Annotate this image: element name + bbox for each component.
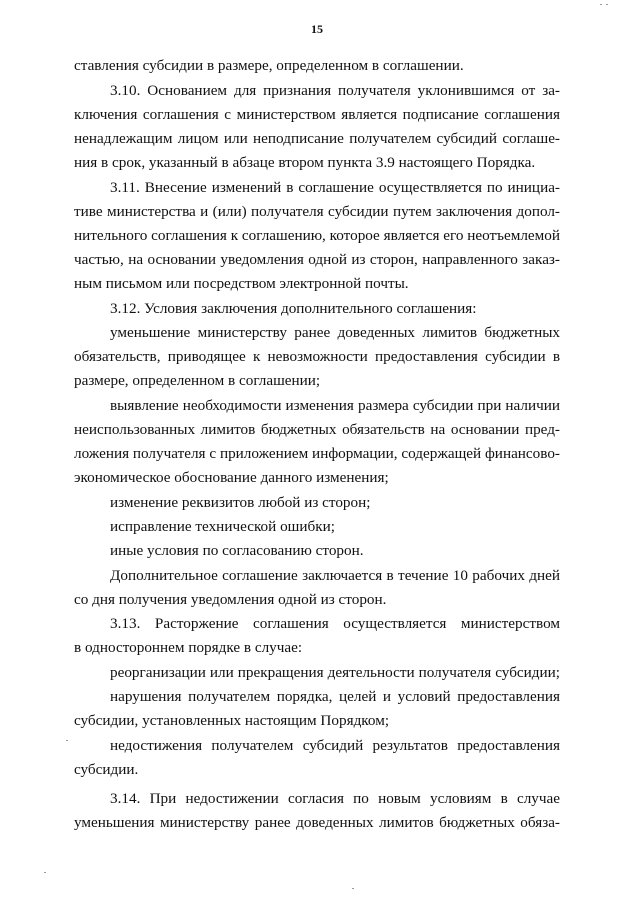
text-line: ния в срок, указанный в абзаце втором пункта 3.9 настоящего Порядка. [74,154,536,171]
text-line: уменьшения министерству ранее доведенных лимитов бюджетных обяза- [74,814,560,831]
text-line: ложения получателя с приложением информации, содержащей финансово- [74,445,560,462]
text-line: нительного соглашения к соглашению, которое является его неотъемлемой [74,227,560,244]
scan-speck [606,4,608,5]
text-line: исправление технической ошибки; [110,518,335,535]
text-line: изменение реквизитов любой из сторон; [110,494,371,511]
text-line: ставления субсидии в размере, определенном в соглашении. [74,57,464,74]
text-line: иные условия по согласованию сторон. [110,542,364,559]
text-line: неиспользованных лимитов бюджетных обязательств на основании пред- [74,421,560,438]
text-line: выявление необходимости изменения размера субсидии при наличии [110,397,560,414]
text-line: 3.10. Основанием для признания получателя уклонившимся от за- [110,82,560,99]
text-line: размере, определенном в соглашении; [74,372,321,389]
scan-speck [352,888,354,889]
text-line: уменьшение министерству ранее доведенных лимитов бюджетных [110,324,560,341]
scan-speck [44,872,46,873]
text-line: со дня получения уведомления одной из сторон. [74,591,387,608]
text-line: частью, на основании уведомления одной из сторон, направленного заказ- [74,251,560,268]
text-line: 3.13. Расторжение соглашения осуществляется министерством [110,615,560,632]
text-line: ключения соглашения с министерством является подписание соглашения [74,106,560,123]
text-line: обязательств, приводящее к невозможности предоставления субсидии в [74,348,560,365]
page-number: 15 [311,22,323,36]
text-line: недостижения получателем субсидий результатов предоставления [110,737,560,754]
text-line: нарушения получателем порядка, целей и условий предоставления [110,688,560,705]
scan-speck [600,4,602,5]
text-line: ненадлежащим лицом или неподписание получателем субсидий соглаше- [74,130,560,147]
text-line: 3.11. Внесение изменений в соглашение осуществляется по инициа- [110,179,560,196]
text-line: тиве министерства и (или) получателя субсидии путем заключения допол- [74,203,560,220]
text-line: 3.14. При недостижении согласия по новым условиям в случае [110,790,560,807]
text-line: ным письмом или посредством электронной почты. [74,275,409,292]
text-line: реорганизации или прекращения деятельности получателя субсидии; [110,664,560,681]
text-line: Дополнительное соглашение заключается в течение 10 рабочих дней [110,567,560,584]
text-line: субсидии. [74,761,139,778]
text-line: субсидии, установленных настоящим Порядком; [74,712,390,729]
text-line: экономическое обоснование данного изменения; [74,469,389,486]
text-line: в одностороннем порядке в случае: [74,639,303,656]
scan-speck [66,740,68,741]
text-line: 3.12. Условия заключения дополнительного соглашения: [110,300,477,317]
